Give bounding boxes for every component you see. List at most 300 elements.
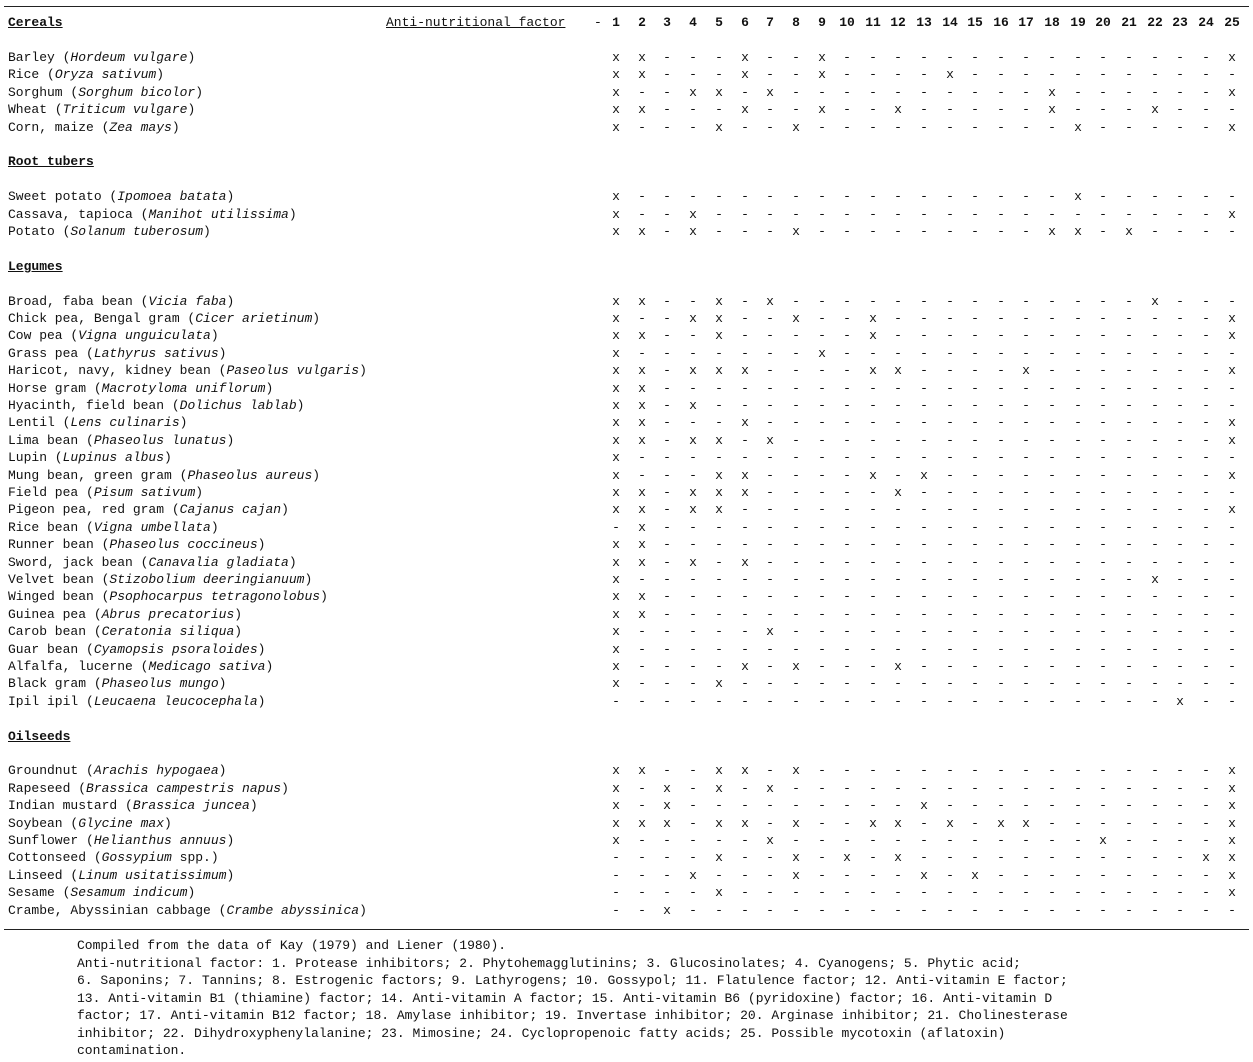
factor-cell: x bbox=[741, 102, 749, 117]
factor-cell: - bbox=[1202, 763, 1210, 778]
factor-cell: - bbox=[766, 659, 774, 674]
factor-cell: - bbox=[843, 833, 851, 848]
factor-cell: - bbox=[1099, 328, 1107, 343]
column-number: 9 bbox=[818, 15, 826, 30]
factor-cell: - bbox=[1048, 763, 1056, 778]
factor-cell: x bbox=[612, 433, 620, 448]
factor-cell: - bbox=[1202, 189, 1210, 204]
factor-cell: x bbox=[638, 224, 646, 239]
factor-cell: - bbox=[843, 120, 851, 135]
factor-cell: - bbox=[1022, 850, 1030, 865]
factor-cell: - bbox=[997, 224, 1005, 239]
legend-line: Anti-nutritional factor: 1. Protease inhibitors; 2. Phytohemagglutinins; 3. Glucosinolates; 4. Cyanogens; 5. Phytic acid; bbox=[77, 955, 1021, 971]
factor-cell: - bbox=[741, 398, 749, 413]
scientific-name: Lathyrus sativus bbox=[93, 346, 219, 361]
factor-cell: - bbox=[971, 520, 979, 535]
factor-cell: - bbox=[1048, 398, 1056, 413]
factor-cell: - bbox=[843, 207, 851, 222]
factor-cell: - bbox=[1176, 537, 1184, 552]
factor-cell: - bbox=[1048, 207, 1056, 222]
factor-cell: - bbox=[818, 589, 826, 604]
factor-cell: - bbox=[1228, 624, 1236, 639]
factor-cell: x bbox=[638, 363, 646, 378]
name-tail: ) bbox=[281, 502, 289, 517]
factor-cell: - bbox=[1074, 885, 1082, 900]
factor-cell: - bbox=[1099, 885, 1107, 900]
factor-cell: - bbox=[715, 642, 723, 657]
scientific-name: Vicia faba bbox=[148, 294, 227, 309]
factor-cell: - bbox=[1074, 346, 1082, 361]
factor-cell: - bbox=[663, 659, 671, 674]
name-tail: ) bbox=[195, 85, 204, 100]
factor-cell: - bbox=[715, 346, 723, 361]
factor-cell: - bbox=[715, 798, 723, 813]
factor-cell: - bbox=[869, 415, 877, 430]
column-number: 24 bbox=[1198, 15, 1214, 30]
name-tail: ) bbox=[164, 816, 172, 831]
factor-cell: x bbox=[818, 346, 826, 361]
factor-cell: - bbox=[843, 189, 851, 204]
factor-cell: - bbox=[971, 624, 979, 639]
factor-cell: - bbox=[792, 381, 800, 396]
factor-cell: - bbox=[1125, 642, 1133, 657]
factor-cell: x bbox=[792, 816, 800, 831]
table-row bbox=[0, 537, 1253, 554]
factor-cell: - bbox=[766, 572, 774, 587]
factor-cell: - bbox=[1176, 572, 1184, 587]
factor-cell: - bbox=[663, 555, 671, 570]
factor-cell: - bbox=[997, 555, 1005, 570]
factor-cell: - bbox=[1022, 763, 1030, 778]
factor-cell: - bbox=[818, 659, 826, 674]
column-number: 21 bbox=[1121, 15, 1137, 30]
factor-cell: - bbox=[946, 781, 954, 796]
factor-cell: - bbox=[869, 885, 877, 900]
factor-cell: - bbox=[946, 555, 954, 570]
common-name: Sword, jack bean ( bbox=[8, 555, 149, 570]
factor-cell: - bbox=[1022, 346, 1030, 361]
factor-cell: - bbox=[1048, 885, 1056, 900]
column-number: 22 bbox=[1147, 15, 1163, 30]
crop-name bbox=[8, 694, 265, 709]
name-tail: ) bbox=[187, 50, 196, 65]
factor-cell: - bbox=[1125, 346, 1133, 361]
factor-cell: - bbox=[1125, 694, 1133, 709]
factor-cell: - bbox=[894, 798, 902, 813]
crop-name bbox=[8, 450, 172, 465]
factor-cell: - bbox=[715, 694, 723, 709]
common-name: Sunflower ( bbox=[8, 833, 94, 848]
factor-cell: x bbox=[715, 311, 723, 326]
factor-cell: - bbox=[1099, 798, 1107, 813]
factor-cell: - bbox=[1125, 50, 1133, 65]
factor-cell: - bbox=[792, 398, 800, 413]
table-row bbox=[0, 763, 1253, 780]
name-tail: ) bbox=[234, 624, 243, 639]
factor-cell: - bbox=[1048, 346, 1056, 361]
factor-cell: - bbox=[869, 868, 877, 883]
factor-cell: - bbox=[792, 485, 800, 500]
legend-line: 13. Anti-vitamin B1 (thiamine) factor; 14. Anti-vitamin A factor; 15. Anti-vitamin B6 (pyridoxine) factor; 16. Anti-vitamin D bbox=[77, 990, 1053, 1006]
factor-cell: - bbox=[946, 120, 954, 135]
factor-cell: - bbox=[869, 450, 877, 465]
name-tail: ) bbox=[210, 520, 219, 535]
factor-cell: - bbox=[715, 381, 723, 396]
table-row bbox=[0, 868, 1253, 885]
factor-cell: - bbox=[1228, 381, 1236, 396]
factor-cell: - bbox=[741, 676, 749, 691]
factor-cell: - bbox=[818, 207, 826, 222]
factor-cell: x bbox=[638, 415, 646, 430]
factor-cell: - bbox=[1176, 833, 1184, 848]
common-name: Lupin ( bbox=[8, 450, 63, 465]
factor-cell: - bbox=[715, 537, 723, 552]
section-title: Oilseeds bbox=[8, 729, 71, 744]
factor-cell: x bbox=[1151, 294, 1159, 309]
factor-cell: - bbox=[638, 868, 646, 883]
factor-cell: - bbox=[715, 224, 723, 239]
factor-cell: - bbox=[946, 363, 954, 378]
table-row bbox=[0, 328, 1253, 345]
factor-cell: - bbox=[792, 328, 800, 343]
factor-cell: x bbox=[1228, 433, 1236, 448]
factor-cell: - bbox=[1022, 120, 1030, 135]
factor-cell: - bbox=[1125, 102, 1133, 117]
factor-cell: - bbox=[1228, 589, 1236, 604]
factor-cell: - bbox=[1048, 781, 1056, 796]
factor-cell: - bbox=[997, 85, 1005, 100]
factor-cell: - bbox=[766, 903, 774, 918]
factor-cell: - bbox=[971, 189, 979, 204]
factor-cell: - bbox=[663, 398, 671, 413]
factor-cell: - bbox=[1022, 572, 1030, 587]
factor-cell: - bbox=[869, 520, 877, 535]
factor-cell: x bbox=[766, 833, 774, 848]
column-number: 5 bbox=[715, 15, 723, 30]
factor-cell: - bbox=[997, 50, 1005, 65]
factor-cell: x bbox=[741, 659, 749, 674]
factor-cell: - bbox=[663, 224, 671, 239]
factor-cell: - bbox=[766, 798, 774, 813]
factor-cell: - bbox=[741, 207, 749, 222]
factor-cell: - bbox=[715, 207, 723, 222]
factor-cell: x bbox=[1228, 798, 1236, 813]
name-tail: ) bbox=[187, 102, 196, 117]
table-title: Cereals bbox=[8, 15, 63, 30]
factor-cell: - bbox=[1074, 798, 1082, 813]
factor-cell: - bbox=[1099, 120, 1107, 135]
factor-cell: - bbox=[689, 903, 697, 918]
factor-cell: - bbox=[792, 676, 800, 691]
factor-cell: - bbox=[1228, 346, 1236, 361]
name-tail: ) bbox=[210, 328, 219, 343]
crop-name bbox=[8, 433, 234, 448]
factor-cell: - bbox=[663, 120, 671, 135]
factor-cell: - bbox=[1125, 885, 1133, 900]
factor-cell: - bbox=[894, 537, 902, 552]
factor-cell: - bbox=[869, 189, 877, 204]
factor-cell: - bbox=[843, 589, 851, 604]
factor-cell: - bbox=[818, 398, 826, 413]
factor-cell: x bbox=[766, 781, 774, 796]
factor-cell: - bbox=[1202, 381, 1210, 396]
factor-cell: - bbox=[689, 624, 697, 639]
factor-cell: - bbox=[997, 798, 1005, 813]
factor-cell: x bbox=[869, 816, 877, 831]
factor-cell: - bbox=[843, 642, 851, 657]
factor-cell: - bbox=[1022, 433, 1030, 448]
factor-cell: - bbox=[869, 607, 877, 622]
factor-cell: - bbox=[766, 485, 774, 500]
factor-cell: - bbox=[1176, 798, 1184, 813]
scientific-name: Helianthus annuus bbox=[93, 833, 227, 848]
factor-cell: - bbox=[869, 398, 877, 413]
factor-cell: - bbox=[920, 903, 928, 918]
factor-cell: - bbox=[971, 381, 979, 396]
factor-cell: x bbox=[612, 555, 620, 570]
table-row bbox=[0, 102, 1253, 119]
factor-cell: - bbox=[715, 450, 723, 465]
factor-cell: - bbox=[1202, 520, 1210, 535]
factor-cell: x bbox=[1228, 207, 1236, 222]
factor-cell: - bbox=[894, 381, 902, 396]
factor-cell: - bbox=[869, 85, 877, 100]
factor-cell: - bbox=[894, 433, 902, 448]
factor-cell: - bbox=[766, 120, 774, 135]
crop-name bbox=[8, 642, 265, 657]
factor-cell: - bbox=[1099, 207, 1107, 222]
factor-cell: - bbox=[1202, 537, 1210, 552]
factor-cell: - bbox=[1176, 642, 1184, 657]
factor-cell: - bbox=[818, 520, 826, 535]
factor-cell: - bbox=[1022, 520, 1030, 535]
factor-cell: - bbox=[1125, 67, 1133, 82]
factor-cell: - bbox=[1074, 642, 1082, 657]
factor-cell: - bbox=[997, 763, 1005, 778]
factor-cell: - bbox=[1022, 485, 1030, 500]
factor-cell: - bbox=[1022, 798, 1030, 813]
factor-cell: - bbox=[638, 676, 646, 691]
factor-cell: x bbox=[612, 189, 620, 204]
factor-cell: - bbox=[689, 816, 697, 831]
factor-cell: - bbox=[741, 885, 749, 900]
factor-cell: - bbox=[766, 450, 774, 465]
common-name: Chick pea, Bengal gram ( bbox=[8, 311, 196, 326]
factor-cell: - bbox=[792, 450, 800, 465]
name-tail: ) bbox=[226, 294, 235, 309]
factor-cell: - bbox=[1151, 694, 1159, 709]
scientific-name: Paseolus vulgaris bbox=[226, 363, 360, 378]
factor-cell: - bbox=[894, 676, 902, 691]
crop-name bbox=[8, 816, 172, 831]
factor-cell: - bbox=[920, 328, 928, 343]
crop-name bbox=[8, 781, 289, 796]
name-tail: ) bbox=[187, 885, 196, 900]
factor-cell: - bbox=[1074, 85, 1082, 100]
factor-cell: - bbox=[920, 659, 928, 674]
factor-cell: x bbox=[638, 555, 646, 570]
factor-cell: - bbox=[663, 485, 671, 500]
name-tail: ) bbox=[226, 433, 235, 448]
factor-cell: - bbox=[1099, 346, 1107, 361]
factor-cell: - bbox=[843, 624, 851, 639]
factor-cell: - bbox=[792, 555, 800, 570]
factor-cell: - bbox=[1022, 294, 1030, 309]
factor-cell: - bbox=[1099, 694, 1107, 709]
factor-cell: - bbox=[1151, 120, 1159, 135]
common-name: Hyacinth, field bean ( bbox=[8, 398, 180, 413]
factor-cell: - bbox=[920, 781, 928, 796]
name-tail: ) bbox=[288, 555, 297, 570]
factor-cell: - bbox=[1176, 868, 1184, 883]
factor-cell: - bbox=[1022, 624, 1030, 639]
factor-cell: - bbox=[638, 189, 646, 204]
factor-cell: - bbox=[997, 433, 1005, 448]
factor-cell: - bbox=[946, 468, 954, 483]
factor-cell: - bbox=[766, 328, 774, 343]
factor-cell: x bbox=[1228, 468, 1236, 483]
factor-cell: - bbox=[689, 572, 697, 587]
factor-cell: x bbox=[612, 294, 620, 309]
factor-cell: - bbox=[1176, 207, 1184, 222]
name-tail: ) bbox=[179, 415, 188, 430]
factor-cell: x bbox=[612, 833, 620, 848]
factor-cell: x bbox=[1228, 781, 1236, 796]
name-tail: ) bbox=[226, 189, 235, 204]
factor-cell: - bbox=[1176, 589, 1184, 604]
factor-cell: - bbox=[715, 102, 723, 117]
factor-cell: - bbox=[1228, 676, 1236, 691]
factor-cell: - bbox=[663, 885, 671, 900]
table-row bbox=[0, 120, 1253, 137]
factor-cell: - bbox=[1202, 415, 1210, 430]
factor-cell: - bbox=[1202, 120, 1210, 135]
factor-cell: - bbox=[792, 102, 800, 117]
factor-cell: - bbox=[1022, 381, 1030, 396]
factor-cell: - bbox=[946, 572, 954, 587]
factor-cell: - bbox=[818, 450, 826, 465]
factor-cell: - bbox=[920, 763, 928, 778]
factor-cell: - bbox=[997, 572, 1005, 587]
common-name: Sesame ( bbox=[8, 885, 71, 900]
factor-cell: - bbox=[1125, 868, 1133, 883]
factor-cell: - bbox=[920, 642, 928, 657]
factor-cell: - bbox=[689, 850, 697, 865]
factor-cell: - bbox=[663, 50, 671, 65]
common-name: Cow pea ( bbox=[8, 328, 79, 343]
factor-cell: - bbox=[1151, 885, 1159, 900]
factor-cell: - bbox=[1176, 433, 1184, 448]
factor-cell: - bbox=[1022, 502, 1030, 517]
factor-cell: - bbox=[766, 381, 774, 396]
factor-cell: x bbox=[1048, 102, 1056, 117]
crop-name bbox=[8, 189, 234, 204]
factor-cell: - bbox=[971, 294, 979, 309]
factor-cell: - bbox=[869, 485, 877, 500]
name-tail: ) bbox=[249, 798, 258, 813]
scientific-name: Brassica campestris napus bbox=[86, 781, 282, 796]
factor-cell: - bbox=[869, 294, 877, 309]
factor-cell: x bbox=[715, 294, 723, 309]
factor-cell: - bbox=[894, 781, 902, 796]
factor-cell: - bbox=[869, 224, 877, 239]
factor-cell: - bbox=[1151, 50, 1159, 65]
factor-cell: - bbox=[818, 781, 826, 796]
table-row bbox=[0, 833, 1253, 850]
factor-cell: - bbox=[843, 694, 851, 709]
factor-cell: x bbox=[612, 763, 620, 778]
factor-cell: - bbox=[894, 502, 902, 517]
factor-cell: - bbox=[1048, 816, 1056, 831]
common-name: Rapeseed ( bbox=[8, 781, 87, 796]
factor-cell: - bbox=[869, 537, 877, 552]
factor-cell: - bbox=[1125, 572, 1133, 587]
factor-cell: - bbox=[997, 328, 1005, 343]
factor-cell: - bbox=[1022, 311, 1030, 326]
factor-cell: - bbox=[741, 502, 749, 517]
scientific-name: Lupinus albus bbox=[62, 450, 165, 465]
scientific-name: Oryza sativum bbox=[54, 67, 157, 82]
factor-cell: - bbox=[818, 415, 826, 430]
factor-cell: - bbox=[1176, 398, 1184, 413]
factor-cell: - bbox=[1099, 415, 1107, 430]
factor-cell: - bbox=[920, 207, 928, 222]
scientific-name: Pisum sativum bbox=[93, 485, 196, 500]
crop-name bbox=[8, 659, 273, 674]
factor-cell: - bbox=[792, 207, 800, 222]
factor-cell: - bbox=[1125, 311, 1133, 326]
factor-cell: - bbox=[920, 398, 928, 413]
factor-cell: x bbox=[741, 363, 749, 378]
factor-cell: - bbox=[741, 120, 749, 135]
factor-cell: - bbox=[1099, 102, 1107, 117]
factor-cell: - bbox=[818, 363, 826, 378]
factor-cell: - bbox=[1125, 816, 1133, 831]
common-name: Wheat ( bbox=[8, 102, 63, 117]
factor-cell: - bbox=[1125, 833, 1133, 848]
factor-cell: - bbox=[1202, 798, 1210, 813]
factor-cell: - bbox=[1022, 537, 1030, 552]
factor-cell: - bbox=[818, 798, 826, 813]
column-number: 8 bbox=[792, 15, 800, 30]
factor-cell: - bbox=[1099, 903, 1107, 918]
factor-cell: x bbox=[1099, 833, 1107, 848]
factor-cell: - bbox=[997, 589, 1005, 604]
factor-cell: - bbox=[946, 224, 954, 239]
factor-cell: - bbox=[1151, 485, 1159, 500]
factor-cell: - bbox=[997, 502, 1005, 517]
factor-cell: - bbox=[689, 189, 697, 204]
factor-cell: - bbox=[715, 67, 723, 82]
factor-cell: - bbox=[997, 850, 1005, 865]
factor-cell: x bbox=[792, 311, 800, 326]
factor-cell: - bbox=[638, 659, 646, 674]
factor-cell: - bbox=[843, 398, 851, 413]
factor-cell: - bbox=[1176, 50, 1184, 65]
factor-cell: - bbox=[1099, 224, 1107, 239]
factor-cell: x bbox=[1228, 816, 1236, 831]
factor-cell: x bbox=[612, 415, 620, 430]
factor-cell: x bbox=[946, 816, 954, 831]
factor-cell: - bbox=[638, 572, 646, 587]
factor-cell: - bbox=[971, 485, 979, 500]
crop-name bbox=[8, 763, 226, 778]
factor-cell: - bbox=[1048, 381, 1056, 396]
factor-cell: - bbox=[971, 607, 979, 622]
factor-cell: - bbox=[1022, 398, 1030, 413]
factor-cell: - bbox=[715, 50, 723, 65]
factor-cell: - bbox=[869, 572, 877, 587]
